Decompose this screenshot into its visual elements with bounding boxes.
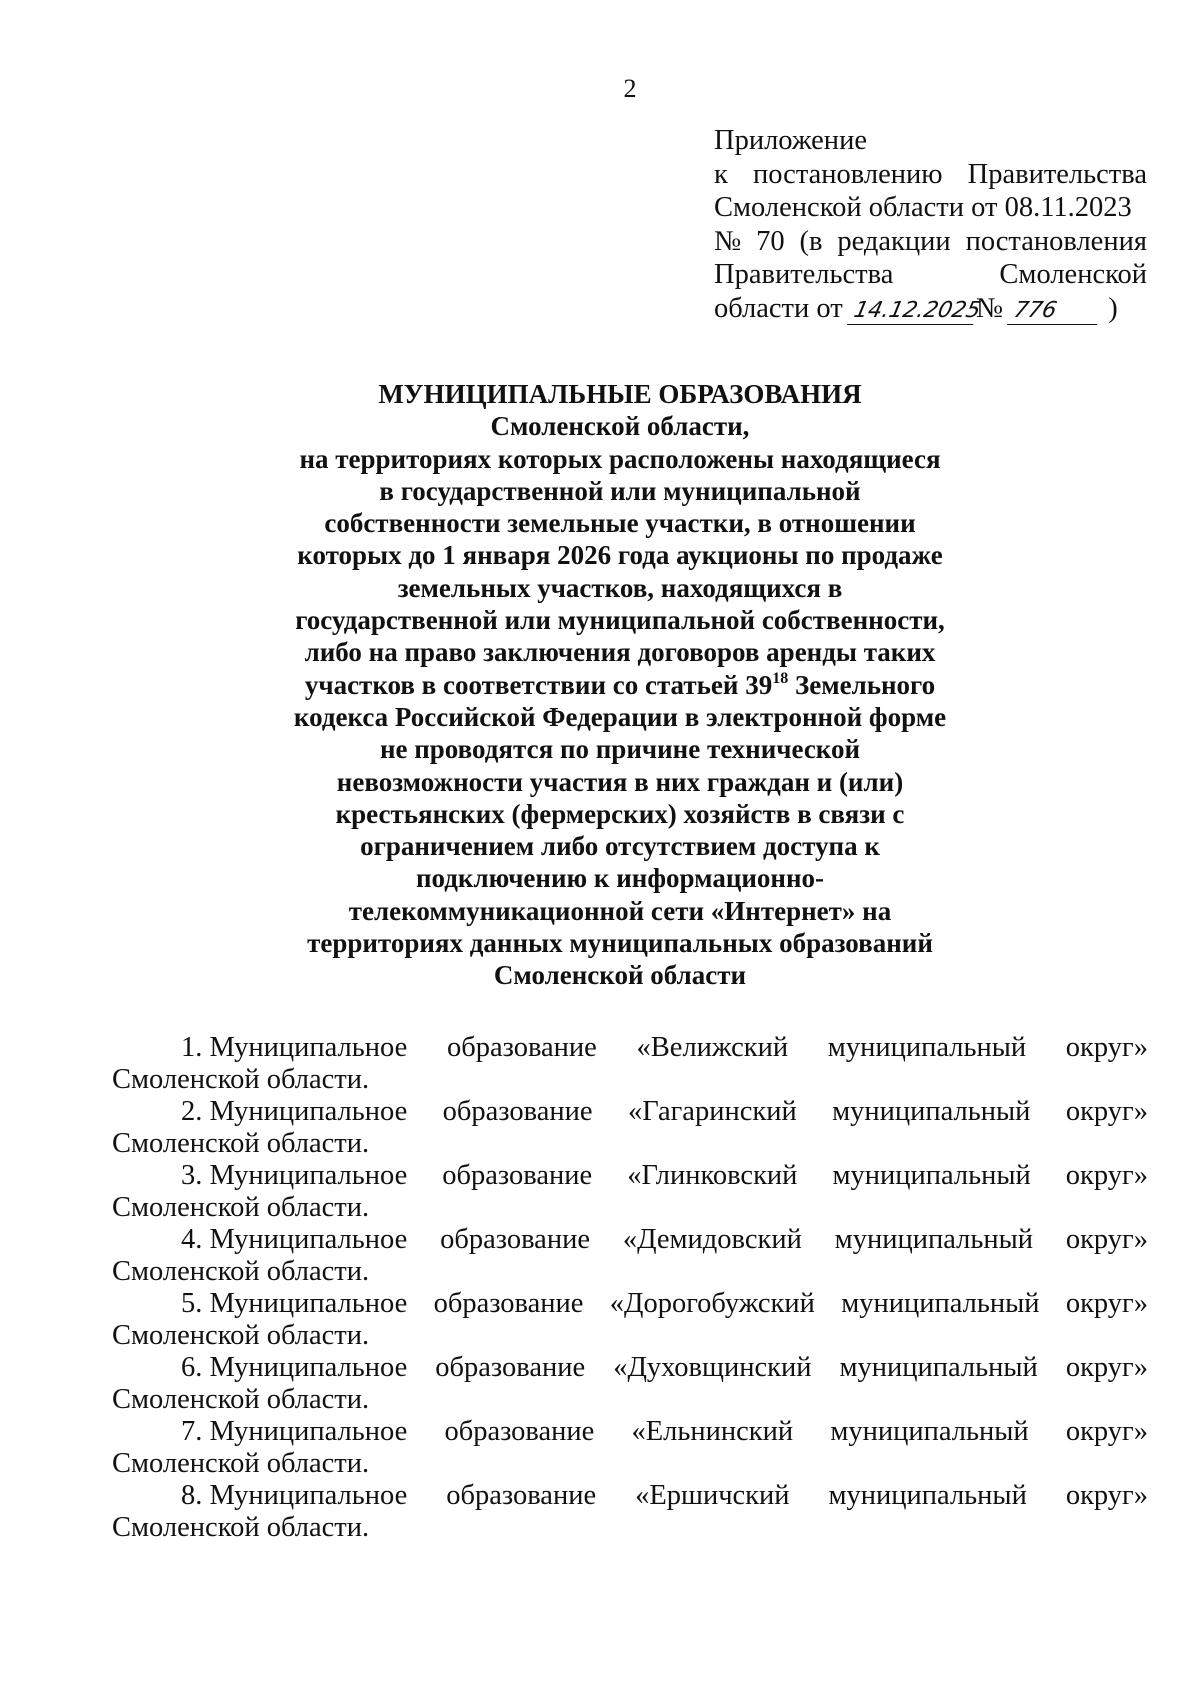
item-word: муниципальный (839, 1352, 1038, 1383)
item-word: округ» (1065, 1288, 1148, 1319)
title-line: подключению к информационно- (415, 863, 825, 894)
item-word: муниципальный (828, 1480, 1027, 1511)
item-number: 7. Муниципальное (181, 1416, 408, 1447)
item-tail: Смоленской области. (112, 1448, 370, 1479)
item-tail: Смоленской области. (112, 1256, 370, 1287)
item-number: 6. Муниципальное (181, 1352, 408, 1383)
item-number: 8. Муниципальное (181, 1480, 408, 1511)
title-line: государственной или муниципальной собственности, (295, 605, 945, 636)
appendix-word: 70 (756, 225, 785, 257)
number-sign: № (975, 292, 1004, 324)
list-item (112, 1480, 1148, 1544)
title-line: земельных участков, находящихся в (397, 572, 843, 603)
item-number: 2. Муниципальное (181, 1096, 408, 1127)
item-tail: Смоленской области. (112, 1128, 370, 1159)
appendix-line-6 (714, 292, 1147, 326)
item-word: образование (446, 1480, 597, 1511)
list-item (112, 1224, 1148, 1288)
article-superscript: 18 (772, 669, 789, 687)
page-number: 2 (623, 74, 637, 103)
appendix-word: Правительства (967, 158, 1147, 190)
list-item (112, 1352, 1148, 1416)
appendix-line-5 (714, 258, 1147, 292)
appendix-word: к (714, 158, 728, 190)
item-word: образование (442, 1160, 593, 1191)
appendix-header (714, 124, 1147, 325)
title-line: в государственной или муниципальной (379, 475, 861, 506)
item-word: образование (446, 1032, 597, 1063)
item-municipality-name: «Дорогобужский (609, 1288, 815, 1319)
item-word: муниципальный (832, 1096, 1031, 1127)
item-word: муниципальный (827, 1032, 1027, 1063)
item-word: округ» (1065, 1032, 1148, 1063)
title-line: телекоммуникационной сети «Интернет» на (348, 895, 892, 926)
title-line: либо на право заключения договоров аренды таких (304, 637, 936, 668)
item-number: 4. Муниципальное (181, 1224, 408, 1255)
title-text: участков в соответствии со статьей 39 (304, 669, 773, 700)
title-line: ограничением либо отсутствием доступа к (360, 831, 880, 862)
item-word: образование (435, 1352, 586, 1383)
list-item-line (112, 1480, 1148, 1512)
item-tail: Смоленской области. (112, 1384, 370, 1415)
appendix-word: редакции (837, 225, 951, 257)
list-item (112, 1096, 1148, 1160)
appendix-line-3: Смоленской области от 08.11.2023 (714, 192, 1132, 223)
title-line: территориях данных муниципальных образований (307, 928, 933, 959)
item-word: муниципальный (832, 1160, 1031, 1191)
list-item-line (112, 1416, 1148, 1448)
list-item-line (112, 1160, 1148, 1192)
document-title (180, 378, 1060, 992)
item-word: округ» (1065, 1416, 1148, 1447)
item-municipality-name: «Духовщинский (613, 1352, 812, 1383)
item-tail: Смоленской области. (112, 1512, 370, 1543)
item-word: образование (440, 1224, 590, 1255)
municipality-list (112, 1032, 1148, 1544)
item-word: муниципальный (834, 1224, 1033, 1255)
title-line: которых до 1 января 2026 года аукционы по продаже (297, 540, 943, 571)
item-municipality-name: «Велижский (636, 1032, 789, 1063)
item-municipality-name: «Гагаринский (627, 1096, 797, 1127)
appendix-word: Смоленской (999, 259, 1147, 290)
item-tail: Смоленской области. (112, 1320, 370, 1351)
list-item-line (112, 1224, 1148, 1256)
title-line: крестьянских (фермерских) хозяйств в связи с (335, 798, 905, 829)
handwritten-number: 776 (1007, 298, 1103, 325)
list-item (112, 1288, 1148, 1352)
item-municipality-name: «Ельнинский (631, 1416, 794, 1447)
item-word: муниципальный (841, 1288, 1040, 1319)
item-number: 5. Муниципальное (181, 1288, 408, 1319)
title-line: собственности земельные участки, в отношении (324, 508, 916, 539)
title-line (180, 669, 1060, 701)
list-item-line (112, 1288, 1148, 1320)
title-line: Смоленской области (493, 960, 747, 991)
item-number: 3. Муниципальное (181, 1160, 408, 1191)
appendix-word: постановления (965, 225, 1147, 257)
item-number: 1. Муниципальное (181, 1032, 408, 1063)
item-word: образование (444, 1416, 595, 1447)
title-line: невозможности участия в них граждан и (или) (336, 766, 904, 797)
item-municipality-name: «Ершичский (635, 1480, 790, 1511)
list-item (112, 1160, 1148, 1224)
item-word: муниципальный (830, 1416, 1029, 1447)
item-word: округ» (1065, 1480, 1148, 1511)
item-word: округ» (1065, 1096, 1148, 1127)
appendix-line-2 (714, 158, 1147, 192)
title-line: Смоленской области, (490, 411, 750, 442)
list-item-line (112, 1032, 1148, 1064)
title-line: МУНИЦИПАЛЬНЫЕ ОБРАЗОВАНИЯ (378, 379, 862, 409)
title-text: Земельного (788, 669, 936, 700)
list-item-line (112, 1352, 1148, 1384)
title-line: не проводятся по причине технической (379, 734, 861, 765)
closing-paren: ) (1108, 292, 1118, 324)
appendix-date-prefix: области от (714, 292, 843, 324)
appendix-line-4 (714, 225, 1147, 259)
list-item-line (112, 1096, 1148, 1128)
list-item (112, 1416, 1148, 1480)
appendix-word: № (714, 225, 742, 257)
item-municipality-name: «Демидовский (622, 1224, 802, 1255)
item-word: образование (442, 1096, 593, 1127)
handwritten-date: 14.12.2025 (847, 298, 979, 325)
list-item (112, 1032, 1148, 1096)
item-tail: Смоленской области. (112, 1192, 370, 1223)
title-line: на территориях которых расположены находящиеся (299, 443, 941, 474)
appendix-word: Правительства (714, 259, 894, 290)
appendix-line-1: Приложение (714, 125, 867, 156)
item-word: образование (433, 1288, 584, 1319)
item-municipality-name: «Глинковский (627, 1160, 798, 1191)
item-word: округ» (1065, 1224, 1148, 1255)
item-word: округ» (1065, 1160, 1148, 1191)
title-line: кодекса Российской Федерации в электронной форме (293, 701, 947, 732)
item-word: округ» (1065, 1352, 1148, 1383)
appendix-word: постановлению (752, 158, 943, 190)
item-tail: Смоленской области. (112, 1064, 370, 1095)
appendix-word: (в (799, 225, 823, 257)
